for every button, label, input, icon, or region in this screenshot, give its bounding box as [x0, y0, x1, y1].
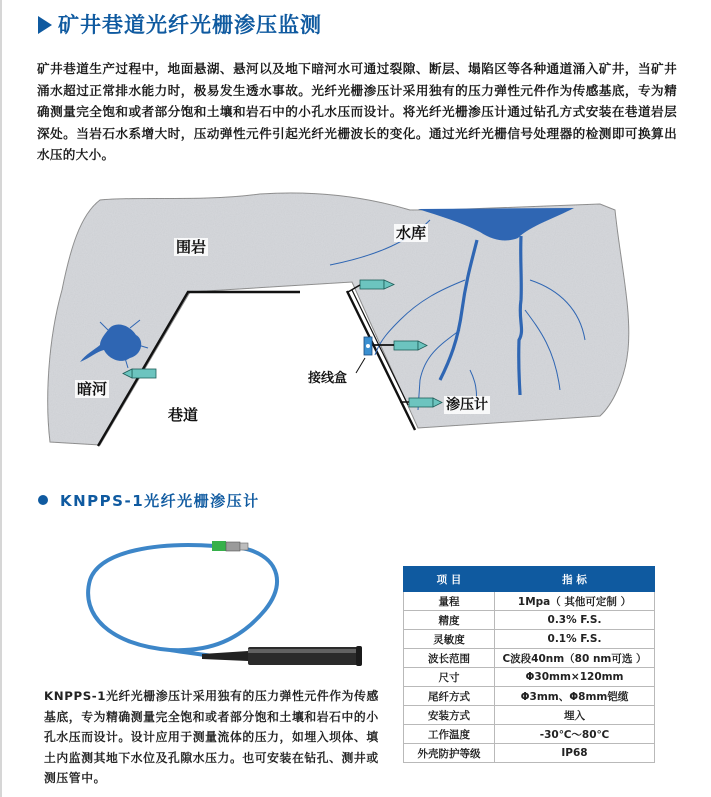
spec-table-header: [404, 567, 655, 592]
table-row: [404, 687, 655, 706]
fc-connector-green: [212, 541, 226, 551]
label-surrounding-rock: 围岩: [176, 238, 207, 256]
spec-value: 0.3% F.S.: [495, 611, 655, 630]
label-reservoir: 水库: [396, 224, 427, 242]
triangle-bullet-icon: [38, 16, 52, 34]
spec-item: 灵敏度: [404, 630, 495, 649]
header-item: 项 目: [404, 567, 495, 592]
fiber-cable: [88, 545, 277, 650]
spec-item: 波长范围: [404, 649, 495, 668]
diagram-svg: [0, 180, 711, 460]
page-title: [38, 9, 322, 39]
header-value: 指 标: [495, 567, 655, 592]
table-row: [404, 630, 655, 649]
spec-value: Φ30mm×120mm: [495, 668, 655, 687]
spec-item: 精度: [404, 611, 495, 630]
spec-table: [403, 566, 655, 763]
spec-item: 工作温度: [404, 725, 495, 744]
spec-item: 安装方式: [404, 706, 495, 725]
fc-connector-metal: [226, 542, 240, 551]
table-row: [404, 592, 655, 611]
table-row: [404, 668, 655, 687]
label-piezometer: 渗压计: [446, 397, 488, 413]
spec-value: 1Mpa（ 其他可定制 ）: [495, 592, 655, 611]
page-title-text: 矿井巷道光纤光栅渗压监测: [58, 13, 322, 37]
spec-item: 外壳防护等级: [404, 744, 495, 763]
intro-paragraph: 矿井巷道生产过程中，地面悬湖、悬河以及地下暗河水可通过裂隙、断层、塌陷区等各种通道涌入矿井，当矿井涌水超过正常排水能力时，极易发生透水事故。光纤光栅渗压计采用独有的压力弹性元件作为传感基底，专为精确测量完全饱和或者部分饱和土壤和岩石中的小孔水压而设计。将光纤光栅渗压计通过钻孔方式安装在巷道岩层深处。当岩石水系增大时，压动弹性元件引起光纤光栅波长的变化。通过光纤光栅信号处理器的检测即可换算出水压的大小。: [37, 61, 677, 163]
product-heading-text: KNPPS-1光纤光栅渗压计: [60, 492, 260, 510]
spec-value: 0.1% F.S.: [495, 630, 655, 649]
table-row: [404, 725, 655, 744]
label-tunnel: 巷道: [168, 406, 199, 424]
label-underground-river: 暗河: [77, 380, 108, 398]
spec-value: -30℃～80℃: [495, 725, 655, 744]
table-row: [404, 649, 655, 668]
spec-value: 埋入: [495, 706, 655, 725]
product-description: KNPPS-1光纤光栅渗压计采用独有的压力弹性元件作为传感 基底，专为精确测量完全饱和或者部分饱和土壤和岩石中的小孔水压而设计。设计应用于测量流体的压力，如埋入坝体、填土内监测其地下水位及孔隙水压力。也可安装在钻孔、测井或测压管中。: [44, 689, 379, 785]
table-row: [404, 611, 655, 630]
spec-item: 尺寸: [404, 668, 495, 687]
spec-value: C波段40nm（80 nm可选 ）: [495, 649, 655, 668]
spec-item: 量程: [404, 592, 495, 611]
product-heading: [38, 490, 260, 511]
piezometer-photo-svg: [80, 540, 370, 680]
bullet-dot-icon: [38, 495, 48, 505]
spec-value: Φ3mm、Φ8mm铠缆: [495, 687, 655, 706]
product-photo: [80, 540, 370, 680]
label-junction-box: 接线盒: [308, 371, 348, 386]
table-row: [404, 744, 655, 763]
mine-tunnel-diagram: [0, 180, 711, 460]
spec-item: 尾纤方式: [404, 687, 495, 706]
spec-value: IP68: [495, 744, 655, 763]
table-row: [404, 706, 655, 725]
